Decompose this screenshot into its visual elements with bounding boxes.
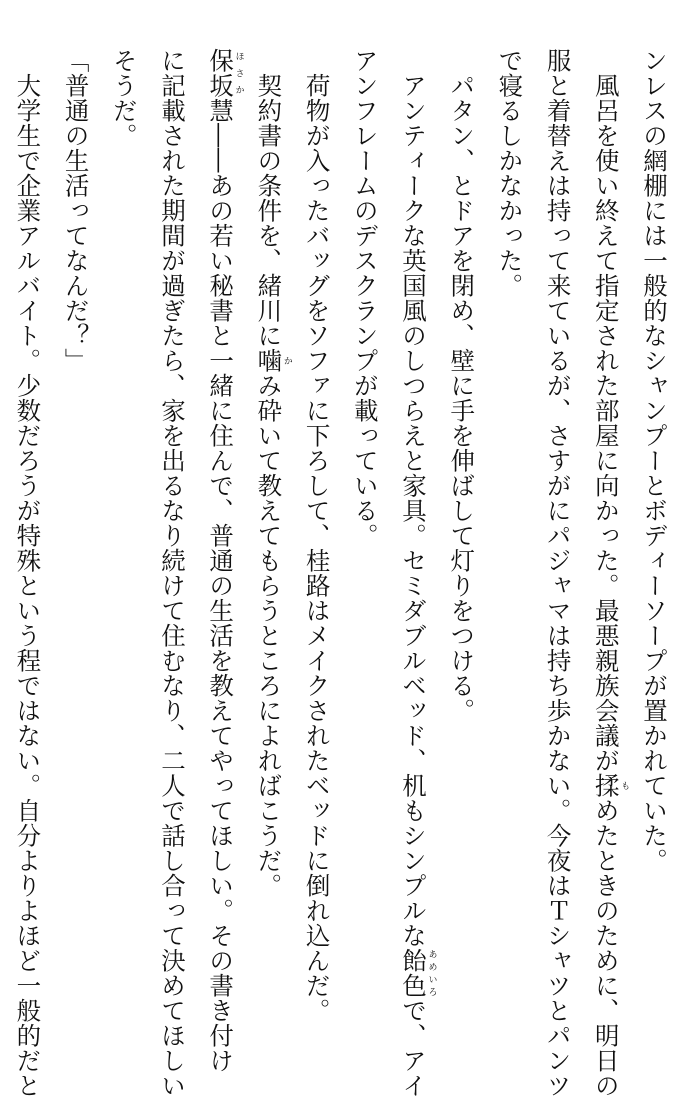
vertical-text-body xyxy=(0,48,678,1098)
text-line-11: に記載された期間が過ぎたら、家を出るなり続けて住むなり、二人で話し合って決めてほしい xyxy=(157,48,187,1098)
text-line-1: ンレスの網棚には一般的なシャンプーとボディーソープが置かれていた。 xyxy=(640,48,669,873)
text-line-10-end: 慧――あの若い秘書と一緒に住んで、普通の生活を教えてやってほしい。その書き付け xyxy=(206,98,236,1073)
text-line-2-end: めたときのために、明日の xyxy=(591,798,621,1098)
text-line-10 xyxy=(196,48,244,1073)
text-line-8: 荷物が入ったバッグをソファに下ろして、桂路はメイクされたベッドに倒れ込んだ。 xyxy=(302,48,332,1023)
text-line-3: 服と着替えは持って来ているが、さすがにパジャマは持ち歩かない。今夜はＴシャツとパンツ xyxy=(543,48,573,1098)
text-line-4: で寝るしかなかった。 xyxy=(495,48,525,298)
text-line-9-end: み砕いて教えてもらうところによればこうだ。 xyxy=(254,373,284,898)
text-line-9: 契約書の条件を、緒川に噛かみ砕いて教えてもらうところによればこうだ。 xyxy=(254,48,292,898)
ruby-ka: 噛か xyxy=(254,348,292,373)
text-line-13: 「普通の生活ってなんだ？」 xyxy=(61,48,91,373)
ruby-ameiro: 飴色あめいろ xyxy=(398,948,437,998)
text-line-7: アンフレームのデスクランプが載っている。 xyxy=(350,48,380,548)
ogawa-text: 緒川 xyxy=(254,273,284,323)
text-line-14: 大学生で企業アルバイト。少数だろうが特殊という程ではない。自分よりよほど一般的だと xyxy=(13,48,43,1098)
text-line-6 xyxy=(389,48,437,1098)
ruby-mo: 揉も xyxy=(591,773,630,798)
text-line-2-start: 風呂を使い終えて指定された部屋に向かった。最悪親族会議が xyxy=(591,48,621,773)
text-line-2 xyxy=(582,48,630,1098)
text-line-12: そうだ。 xyxy=(109,48,139,148)
text-line-9-start: 契約書の条件を、 xyxy=(254,48,284,273)
text-line-6-end: で、アイ xyxy=(398,998,428,1098)
ruby-hosaka: 保坂ほさか xyxy=(206,48,244,98)
text-line-6-start: アンティークな英国風のしつらえと家具。セミダブルベッド、机もシンプルな xyxy=(398,48,428,948)
text-line-5: パタン、とドアを閉め、壁に手を伸ばして灯りをつける。 xyxy=(447,48,477,723)
